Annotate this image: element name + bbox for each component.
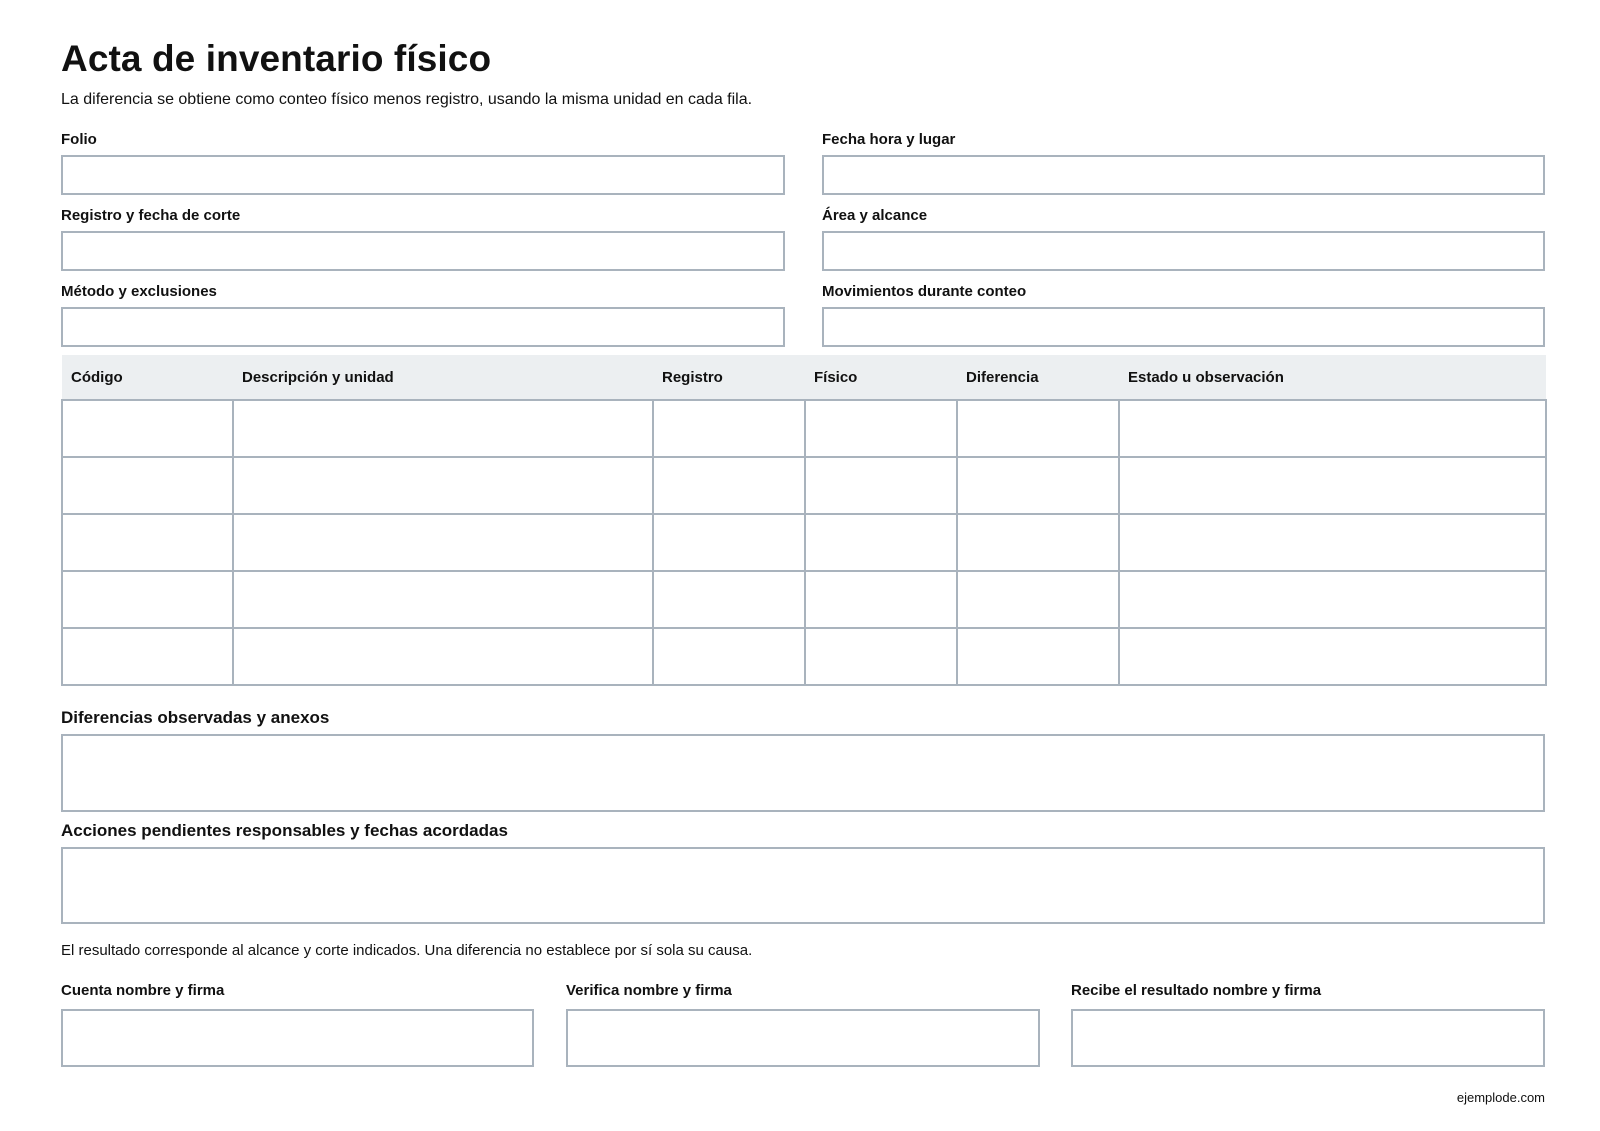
table-row — [62, 514, 1546, 571]
registro-fecha-corte-label: Registro y fecha de corte — [61, 207, 241, 224]
cell-codigo[interactable] — [62, 571, 233, 628]
movimientos-conteo-field[interactable] — [822, 307, 1545, 347]
cell-codigo[interactable] — [62, 628, 233, 685]
col-header-diferencia: Diferencia — [957, 355, 1119, 400]
cell-diferencia[interactable] — [957, 514, 1119, 571]
cell-diferencia[interactable] — [957, 457, 1119, 514]
cell-codigo[interactable] — [62, 400, 233, 457]
diferencias-textarea[interactable] — [61, 734, 1545, 812]
inventory-table — [61, 355, 1547, 686]
fecha-hora-lugar-label: Fecha hora y lugar — [822, 131, 956, 148]
fecha-hora-lugar-field[interactable] — [822, 155, 1545, 195]
cell-estado[interactable] — [1119, 571, 1546, 628]
col-header-codigo: Código — [62, 355, 233, 400]
cell-registro[interactable] — [653, 514, 805, 571]
cell-registro[interactable] — [653, 628, 805, 685]
area-alcance-label: Área y alcance — [822, 207, 928, 224]
cell-diferencia[interactable] — [957, 571, 1119, 628]
diferencias-label: Diferencias observadas y anexos — [61, 708, 330, 727]
page-subtitle: La diferencia se obtiene como conteo físico menos registro, usando la misma unidad en cada fila. — [61, 91, 753, 108]
cell-diferencia[interactable] — [957, 628, 1119, 685]
cell-diferencia[interactable] — [957, 400, 1119, 457]
cell-registro[interactable] — [653, 400, 805, 457]
cell-descripcion[interactable] — [233, 628, 653, 685]
signature-box-verifica[interactable] — [566, 1009, 1040, 1067]
signature-box-cuenta[interactable] — [61, 1009, 534, 1067]
table-row — [62, 400, 1546, 457]
acciones-textarea[interactable] — [61, 847, 1545, 924]
cell-estado[interactable] — [1119, 400, 1546, 457]
registro-fecha-corte-field[interactable] — [61, 231, 785, 271]
col-header-estado: Estado u observación — [1119, 355, 1546, 400]
signature-label-verifica: Verifica nombre y firma — [566, 982, 732, 999]
cell-registro[interactable] — [653, 571, 805, 628]
cell-descripcion[interactable] — [233, 571, 653, 628]
cell-estado[interactable] — [1119, 514, 1546, 571]
table-row — [62, 457, 1546, 514]
table-row — [62, 571, 1546, 628]
cell-fisico[interactable] — [805, 457, 957, 514]
footer-source: ejemplode.com — [1456, 1090, 1545, 1105]
table-row — [62, 628, 1546, 685]
page-title: Acta de inventario físico — [61, 38, 492, 79]
cell-codigo[interactable] — [62, 457, 233, 514]
cell-fisico[interactable] — [805, 400, 957, 457]
cell-descripcion[interactable] — [233, 400, 653, 457]
cell-fisico[interactable] — [805, 628, 957, 685]
folio-label: Folio — [61, 131, 97, 148]
metodo-exclusiones-field[interactable] — [61, 307, 785, 347]
cell-fisico[interactable] — [805, 571, 957, 628]
table-header-row — [62, 355, 1546, 400]
signature-box-recibe[interactable] — [1071, 1009, 1545, 1067]
cell-estado[interactable] — [1119, 628, 1546, 685]
cell-registro[interactable] — [653, 457, 805, 514]
signature-label-cuenta: Cuenta nombre y firma — [61, 982, 225, 999]
col-header-registro: Registro — [653, 355, 805, 400]
movimientos-conteo-label: Movimientos durante conteo — [822, 283, 1027, 300]
metodo-exclusiones-label: Método y exclusiones — [61, 283, 217, 300]
cell-estado[interactable] — [1119, 457, 1546, 514]
signature-label-recibe: Recibe el resultado nombre y firma — [1071, 982, 1322, 999]
disclaimer-note: El resultado corresponde al alcance y corte indicados. Una diferencia no establece por sí sola su causa. — [61, 942, 753, 959]
col-header-fisico: Físico — [805, 355, 957, 400]
acciones-label: Acciones pendientes responsables y fechas acordadas — [61, 821, 508, 840]
cell-codigo[interactable] — [62, 514, 233, 571]
cell-descripcion[interactable] — [233, 457, 653, 514]
cell-descripcion[interactable] — [233, 514, 653, 571]
folio-field[interactable] — [61, 155, 785, 195]
area-alcance-field[interactable] — [822, 231, 1545, 271]
cell-fisico[interactable] — [805, 514, 957, 571]
col-header-descripcion: Descripción y unidad — [233, 355, 653, 400]
